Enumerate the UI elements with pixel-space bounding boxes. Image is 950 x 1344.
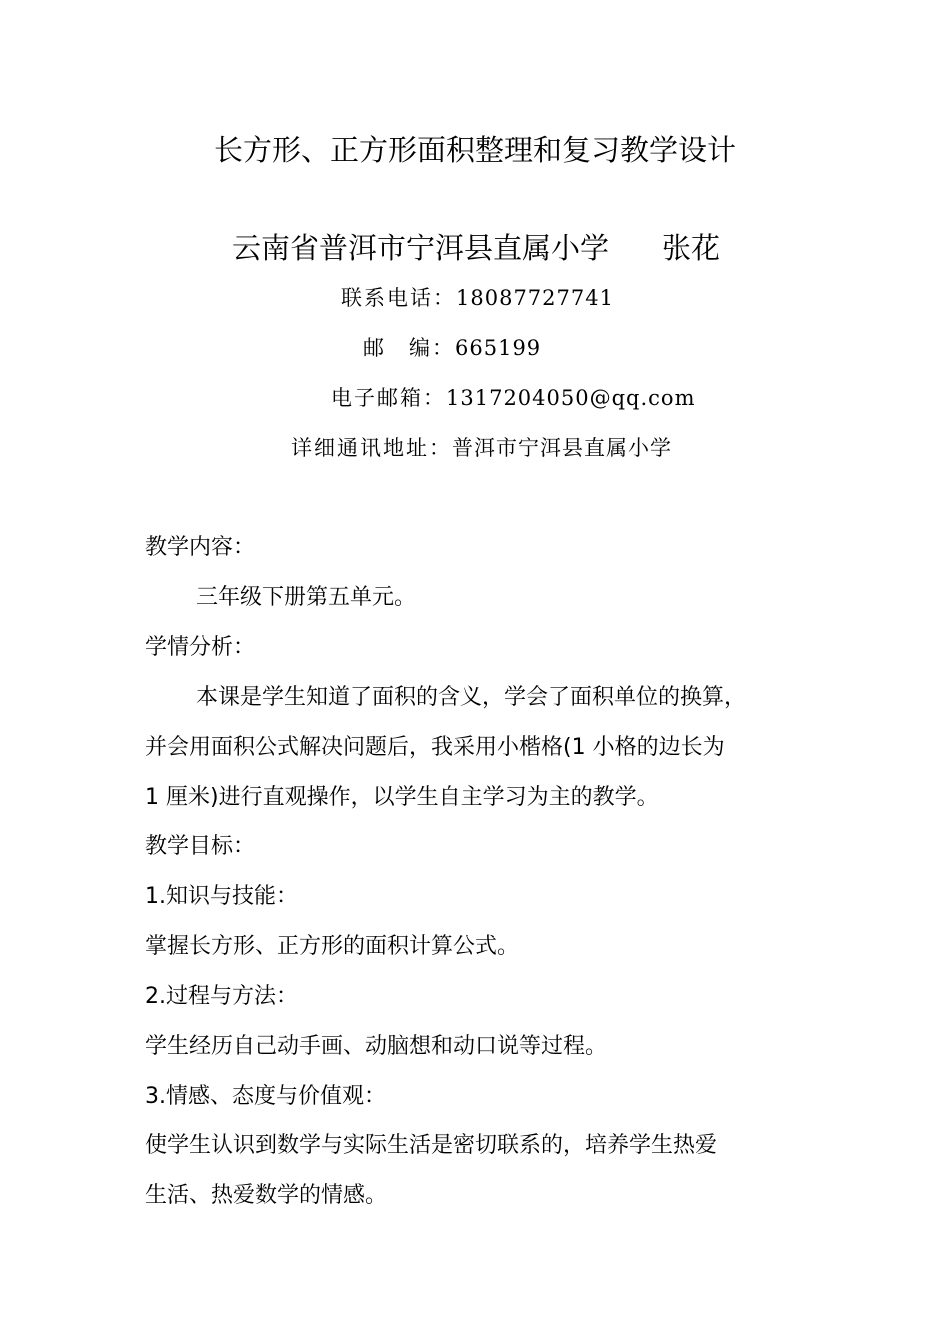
goal-1-heading: 1.知识与技能： xyxy=(145,884,298,909)
email-value: 1317204050@qq.com xyxy=(446,386,696,410)
goal-2-heading: 2.过程与方法： xyxy=(145,984,298,1009)
teaching-content-heading: 教学内容： xyxy=(145,535,256,560)
phone-label: 联系电话： xyxy=(341,286,456,310)
email-label: 电子邮箱： xyxy=(331,386,446,410)
teaching-content-text: 三年级下册第五单元。 xyxy=(196,585,417,610)
goal-3-line: 生活、热爱数学的情感。 xyxy=(145,1183,388,1208)
goal-3-heading: 3.情感、态度与价值观： xyxy=(145,1084,386,1109)
analysis-heading: 学情分析： xyxy=(145,635,256,660)
address-label: 详细通讯地址： xyxy=(291,436,452,460)
goal-3-line: 使学生认识到数学与实际生活是密切联系的，培养学生热爱 xyxy=(145,1133,718,1158)
document-title: 长方形、正方形面积整理和复习教学设计 xyxy=(213,133,736,167)
goal-1-text: 掌握长方形、正方形的面积计算公式。 xyxy=(145,934,520,959)
address-value: 普洱市宁洱县直属小学 xyxy=(452,436,672,460)
postcode-label: 邮 编： xyxy=(363,336,455,360)
analysis-line: 并会用面积公式解决问题后，我采用小楷格(1 小格的边长为 xyxy=(145,735,725,760)
analysis-line: 本课是学生知道了面积的含义，学会了面积单位的换算， xyxy=(196,685,747,710)
author-name: 张花 xyxy=(662,231,721,265)
phone-line xyxy=(341,283,614,313)
school-name: 云南省普洱市宁洱县直属小学 xyxy=(232,231,610,265)
address-line xyxy=(291,433,672,463)
phone-value: 18087727741 xyxy=(456,286,614,310)
email-line xyxy=(331,383,696,413)
postcode-line xyxy=(363,333,541,363)
postcode-value: 665199 xyxy=(455,336,542,360)
goals-heading: 教学目标： xyxy=(145,834,256,859)
goal-2-text: 学生经历自己动手画、动脑想和动口说等过程。 xyxy=(145,1034,608,1059)
analysis-line: 1 厘米)进行直观操作，以学生自主学习为主的教学。 xyxy=(145,785,659,810)
author-line xyxy=(232,228,721,268)
